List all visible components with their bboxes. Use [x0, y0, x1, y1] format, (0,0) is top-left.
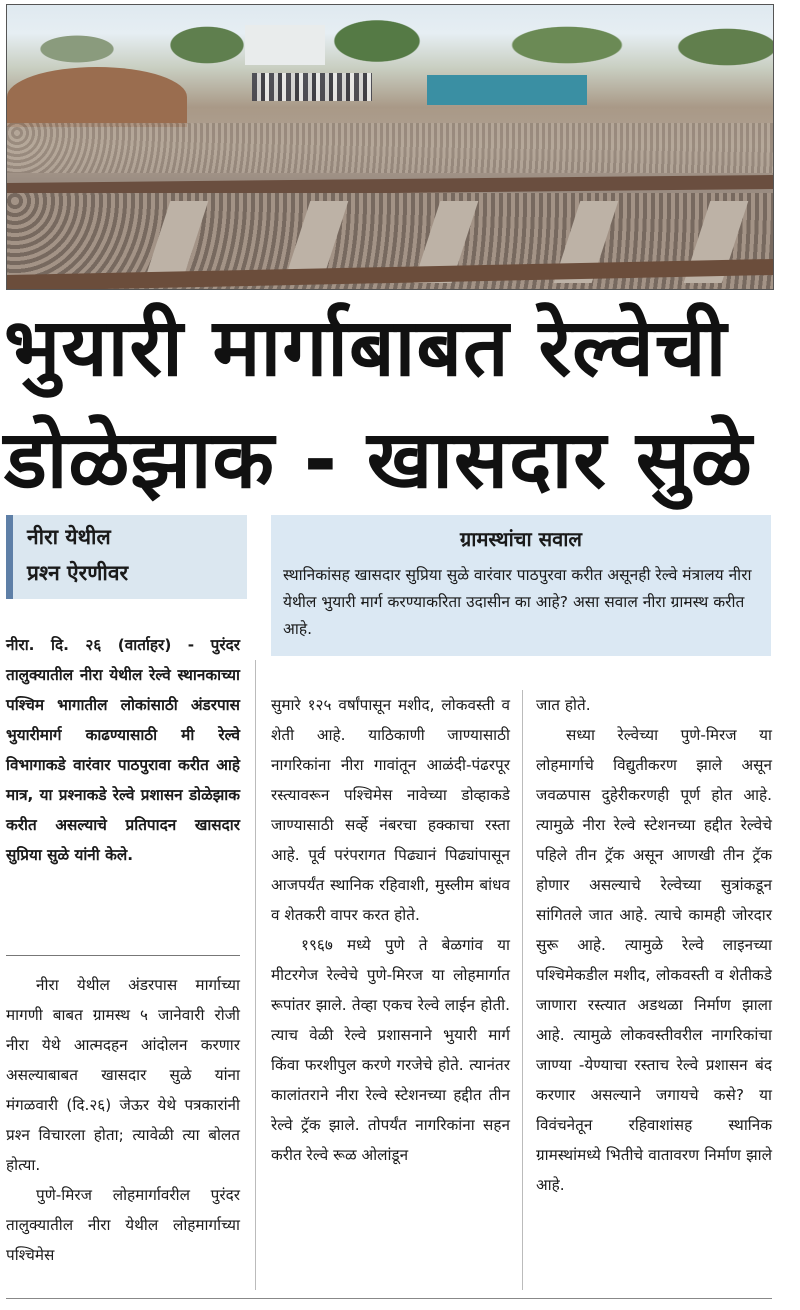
paragraph: पुणे-मिरज लोहमार्गावरील पुरंदर तालुक्यातील नीरा येथील लोहमार्गाच्या पश्‍चिमेस [6, 1186, 240, 1264]
paragraph: जात होते. [536, 696, 591, 714]
info-box [271, 515, 771, 656]
headline [4, 292, 794, 516]
column-separator [255, 660, 256, 1290]
paragraph: सध्या रेल्वेच्या पुणे-मिरज या लोहमार्गाचे विद्युतीकरण झाले असून जवळपास दुहेरीकरणही पूर्ण होत आहे. त्यामुळे नीरा रेल्वे स्टेशनच्या हद्दीत रेल्वेचे पहिले तीन ट्रॅक असून आणखी तीन ट्रॅक होणार असल्याचे रेल्वेच्या सुत्रांकडून सांगितले जात आहे. त्याचे कामही जोरदार सुरू आहे. त्यामुळे रेल्वे लाइनच्या पश्‍चिमेकडील मशीद, लोकवस्ती व शेतीकडे जाणारा रस्त्यात अडथळा निर्माण झाला आहे. त्यामुळे लोकवस्तीवरील नागरिकांचा जाण्या -येण्याचा रस्ताच रेल्वे प्रशासन बंद करणार असल्याने जगायचे कसे? या विवंचनेतून रहिवाशांसह स्थानिक ग्रामस्थांमध्ये भितीचे वातावरण निर्माण झाले आहे. [536, 726, 772, 1194]
lead-paragraph: नीरा. दि. २६ (वार्ताहर) - पुरंदर तालुक्यातील नीरा येथील रेल्वे स्थानकाच्या पश्‍चिम भागातील लोकांसाठी अंडरपास भुयारीमार्ग काढण्यासाठी मी रेल्वे विभागाकडे वारंवार पाठपुरावा करीत आहे मात्र, या प्रश्‍नाकडे रेल्वे प्रशासन डोळेझाक करीत असल्याचे प्रतिपादन खासदार सुप्रिया सुळे यांनी केले. [6, 636, 240, 864]
paragraph: सुमारे १२५ वर्षांपासून मशीद, लोकवस्ती व शेती आहे. याठिकाणी जाण्यासाठी नागरिकांना नीरा गावांतून आळंदी-पंढरपूर रस्त्यावरून पश्‍चिमेस नावेच्या डोव्हाकडे जाण्यासाठी सर्व्हे नंबरचा हक्काचा रस्ता आहे. पूर्व परंपरागत पिढ्यानं पिढ्यांपासून आजपर्यंत स्थानिक रहिवाशी, मुस्लीम बांधव व शेतकरी वापर करत होते. [271, 696, 510, 924]
photo-trees [7, 5, 773, 75]
paragraph: १९६७ मध्ये पुणे ते बेळगांव या मीटरगेज रेल्वेचे पुणे-मिरज या लोहमार्गात रूपांतर झाले. तेव्हा एकच रेल्वे लाईन होती. त्याच वेळी रेल्वे प्रशासनाने भुयारी मार्ग किंवा फरशीपुल करणे गरजेचे होते. त्यानंतर कालांतराने नीरा रेल्वे स्टेशनच्या हद्दीत तीन रेल्वे ट्रॅक झाले. तोपर्यंत नागरिकांना सहन करीत रेल्वे रूळ ओलांडून [271, 936, 510, 1164]
headline-line-1: भुयारी मार्गाबाबत रेल्वेची [4, 301, 728, 394]
photo-blue-fence [427, 75, 587, 105]
info-box-title: ग्रामस्थांचा सवाल [460, 527, 582, 551]
photo-people-group [252, 73, 372, 101]
railway-track-photo [6, 4, 774, 290]
article-column-3 [536, 690, 772, 1200]
article-column-2 [271, 690, 510, 1170]
bottom-rule [6, 1298, 772, 1299]
photo-building [245, 25, 325, 65]
subhead-line-1: नीरा येथील [27, 525, 111, 549]
info-box-body: स्थानिकांसह खासदार सुप्रिया सुळे वारंवार पाठपुरवा करीत असूनही रेल्वे मंत्रालय नीरा येथील भुयारी मार्ग करण्याकरिता उदासीन का आहे? असा सवाल नीरा ग्रामस्थ करीत आहे. [283, 566, 752, 638]
column-separator [522, 690, 523, 1290]
paragraph: नीरा येथील अंडरपास मार्गाच्या मागणी बाबत ग्रामस्थ ५ जानेवारी रोजी नीरा येथे आत्मदहन आंदोलन करणार असल्याबाबत खासदार सुळे यांना मंगळवारी (दि.२६) जेऊर येथे पत्रकारांनी प्रश्‍न विचारला होता; त्यावेळी त्या बोलत होत्या. [6, 976, 240, 1174]
photo-soil-pile [7, 67, 187, 127]
subhead-line-2: प्रश्‍न ऐरणीवर [27, 561, 129, 585]
article-column-1 [6, 970, 240, 1270]
headline-line-2: डोळेझाक - खासदार सुळे [4, 413, 753, 506]
lead-divider [6, 955, 240, 956]
subhead-box [6, 515, 247, 599]
photo-gravel [7, 123, 773, 173]
